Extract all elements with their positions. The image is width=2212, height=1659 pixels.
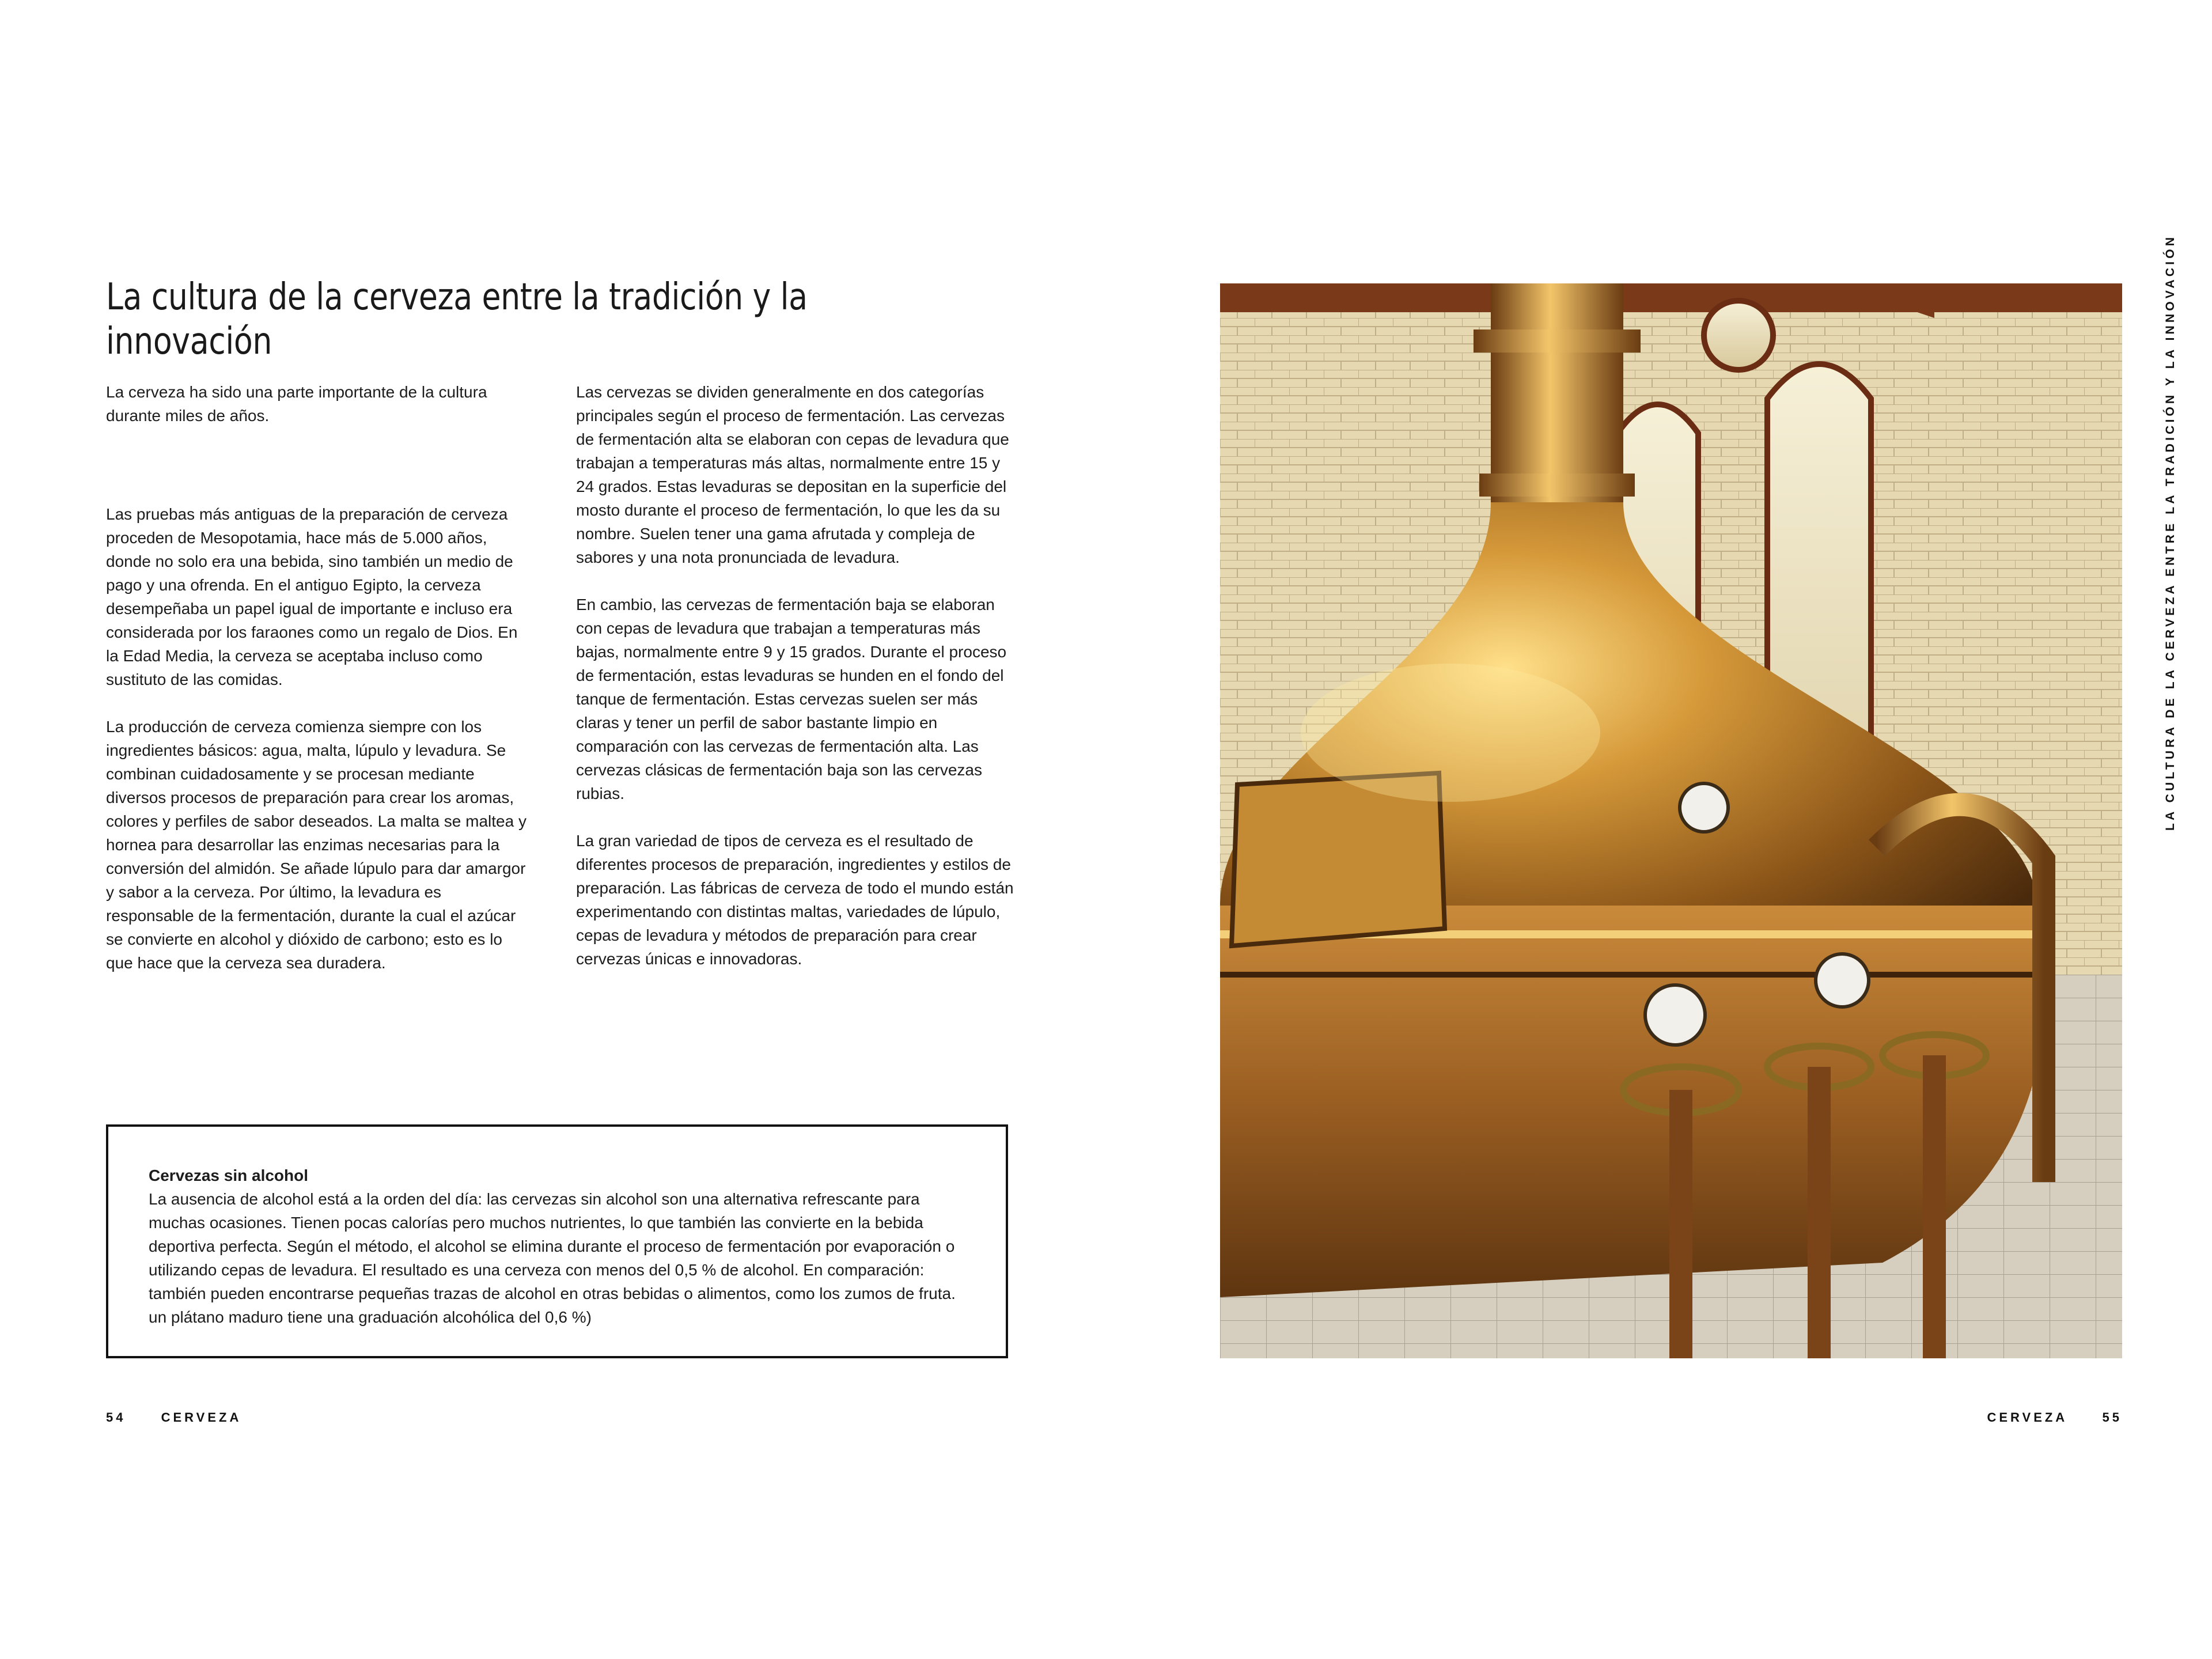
paragraph-bottom-fermentation: En cambio, las cervezas de fermentación baja se elaboran con cepas de levadura que trabajan a temperaturas más bajas, normalmente entre 9 y 15 grados. Durante el proceso de fermentación, estas levaduras se hunden en el fondo del tanque de fermentación. Estas cervezas suelen ser más claras y tener un perfil de sabor bastante limpio en comparación con las cervezas de fermentación alta. Las cervezas clásicas de fermentación baja son las cervezas rubias. [576, 596, 1007, 802]
paragraph-top-fermentation: Las cervezas se dividen generalmente en dos categorías principales según el proceso de fermentación. Las cervezas de fermentación alta se elaboran con cepas de levadura que trabajan a temperaturas más altas, normalmente entre 15 y 24 grados. Estas levaduras se depositan en la superficie del mosto durante el proceso de fermentación, lo que les da su nombre. Suelen tener una gama afrutada y compleja de sabores y una nota pronunciada de levadura. [576, 383, 1009, 566]
paragraph-history: Las pruebas más antiguas de la preparación de cerveza proceden de Mesopotamia, hace más de 5.000 años, donde no solo era una bebida, sino también un medio de pago y una ofrenda. En el antiguo Egipto, la cerveza desempeñaba un papel igual de importante e incluso era considerada por los faraones como un regalo de Dios. En la Edad Media, la cerveza se aceptaba incluso como sustituto de las comidas. [106, 505, 518, 688]
spine-title: LA CULTURA DE LA CERVEZA ENTRE LA TRADICIÓN Y LA INNOVACIÓN [2164, 234, 2177, 831]
paragraph-variety: La gran variedad de tipos de cerveza es el resultado de diferentes procesos de preparación, ingredientes y estilos de preparación. Las fábricas de cerveza de todo el mundo están experimentando con distintas maltas, variedades de lúpulo, cepas de levadura y métodos de preparación para crear cervezas únicas e innovadoras. [576, 832, 1014, 968]
page-number-right: 55 [2102, 1410, 2122, 1425]
info-box-text: La ausencia de alcohol está a la orden del día: las cervezas sin alcohol son una alternativa refrescante para muchas ocasiones. Tienen pocas calorías pero muchos nutrientes, lo que también las convierte en la bebida deportiva perfecta. Según el método, el alcohol se elimina durante el proceso de fermentación por evaporación o utilizando cepas de levadura. El resultado es una cerveza con menos del 0,5 % de alcohol. En comparación: también pueden encontrarse pequeñas trazas de alcohol en otras bebidas o alimentos, como los zumos de fruta. un plátano maduro tiene una graduación alcohólica del 0,6 %) [149, 1190, 956, 1326]
section-label-left: CERVEZA [161, 1410, 242, 1425]
paragraph-production: La producción de cerveza comienza siempre con los ingredientes básicos: agua, malta, lúpulo y levadura. Se combinan cuidadosamente y se procesan mediante diversos procesos de preparación para crear los aromas, colores y perfiles de sabor deseados. La malta se maltea y hornea para desarrollar las enzimas necesarias para la conversión del almidón. Se añade lúpulo para dar amargor y sabor a la cerveza. Por último, la levadura es responsable de la fermentación, durante la cual el azúcar se convierte en alcohol y dióxido de carbono; esto es lo que hace que la cerveza sea duradera. [106, 718, 527, 972]
kettle-illustration [1220, 283, 2122, 1358]
page-number-left: 54 [106, 1410, 126, 1425]
info-box-heading: Cervezas sin alcohol [149, 1166, 309, 1184]
brewery-kettle-photo [1220, 283, 2122, 1358]
footer-left [106, 1410, 241, 1425]
page-title: La cultura de la cerveza entre la tradición y la innovación [106, 276, 808, 363]
section-label-right: CERVEZA [1987, 1410, 2067, 1425]
right-text-column [576, 380, 1020, 994]
footer-right [1987, 1410, 2122, 1425]
info-box-non-alcoholic [106, 1124, 1008, 1358]
left-text-column [106, 380, 532, 998]
lead-paragraph: La cerveza ha sido una parte importante de la cultura durante miles de años. [106, 383, 487, 425]
spine-running-head [2164, 234, 2177, 831]
